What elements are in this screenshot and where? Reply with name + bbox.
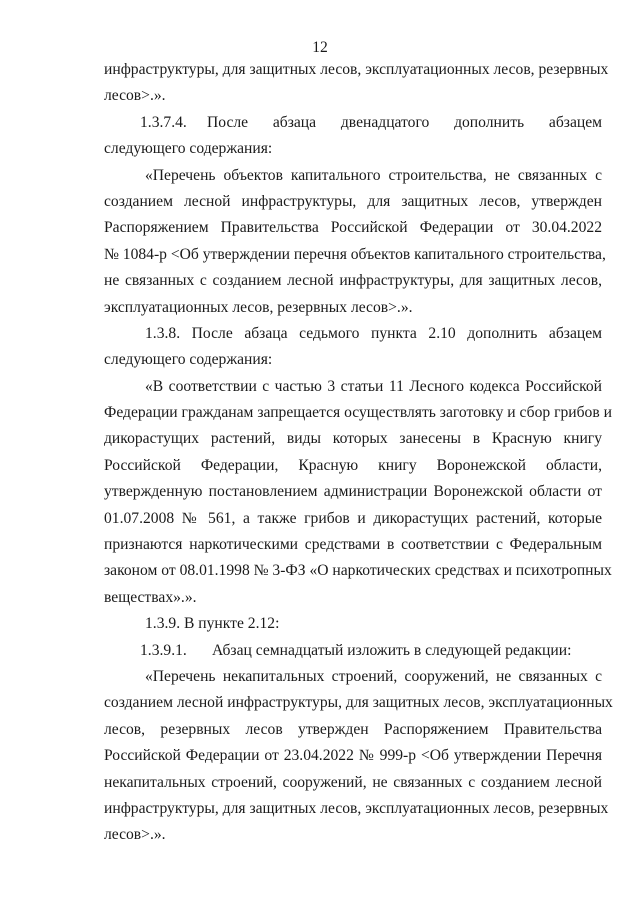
text-line: инфраструктуры, для защитных лесов, эксплуатационных лесов, резервных [104, 61, 609, 78]
text-line: Федерации гражданам запрещается осуществлять заготовку и сбор грибов и [104, 404, 612, 422]
text-line: законом от 08.01.1998 № 3-ФЗ «О наркотических средствах и психотропных [104, 562, 612, 580]
text-line: После абзаца двенадцатого дополнить абзацем [207, 113, 602, 131]
text-line: некапитальных строений, сооружений, не связанных с созданием лесной [104, 773, 602, 791]
text-line: Российской Федерации от 23.04.2022 № 999-р <Об утверждении Перечня [104, 747, 602, 765]
paragraph [104, 664, 613, 849]
text-line: дикорастущих растений, виды которых занесены в Красную книгу [104, 430, 602, 448]
text-line: «Перечень объектов капитального строительства, не связанных с [145, 166, 602, 184]
text-line: Абзац семнадцатый изложить в следующей редакции: [212, 641, 572, 659]
text-line: созданием лесной инфраструктуры, для защитных лесов, эксплуатационных [104, 694, 613, 712]
text-line: лесов, резервных лесов утвержден Распоряжением Правительства [104, 720, 602, 738]
text-line: инфраструктуры, для защитных лесов, эксплуатационных лесов, резервных [104, 799, 609, 817]
text-line: 1.3.8. После абзаца седьмого пункта 2.10 дополнить абзацем [145, 324, 602, 342]
text-line: эксплуатационных лесов, резервных лесов>.». [104, 298, 413, 316]
paragraph [104, 374, 612, 612]
page-number: 12 [312, 39, 328, 56]
numbered-line [104, 638, 602, 664]
text-line: № 1084-р <Об утверждении перечня объектов капитального строительства, [104, 245, 606, 263]
text-line: не связанных с созданием лесной инфраструктуры, для защитных лесов, [104, 272, 602, 290]
text-line: следующего содержания: [104, 140, 273, 158]
paragraph [104, 611, 602, 637]
numbered-line [104, 110, 602, 136]
text-line: утвержденную постановлением администрации Воронежской области от [104, 483, 602, 501]
text-line: следующего содержания: [104, 351, 273, 369]
text-line: признаются наркотическими средствами в соответствии с Федеральным [104, 536, 602, 554]
text-line: «В соответствии с частью 3 статьи 11 Лесного кодекса Российской [145, 377, 602, 395]
text-line: 01.07.2008 № 561, а также грибов и дикорастущих растений, которые [104, 509, 602, 527]
paragraph [104, 638, 602, 664]
text-line: веществах».». [104, 588, 197, 606]
text-line: лесов>.». [104, 87, 166, 105]
paragraph [104, 57, 609, 110]
text-line: 1.3.9. В пункте 2.12: [145, 615, 280, 633]
text-line: лесов>.». [104, 826, 166, 844]
paragraph [104, 110, 602, 163]
paragraph [104, 321, 602, 374]
text-line: «Перечень некапитальных строений, сооружений, не связанных с [145, 667, 602, 685]
text-line: Российской Федерации, Красную книгу Воронежской области, [104, 456, 602, 474]
clause-number: 1.3.7.4. [140, 113, 187, 131]
text-line: Распоряжением Правительства Российской Федерации от 30.04.2022 [104, 219, 602, 237]
document-body [104, 57, 613, 849]
text-line: созданием лесной инфраструктуры, для защитных лесов, утвержден [104, 192, 602, 210]
clause-number: 1.3.9.1. [140, 641, 187, 659]
paragraph [104, 163, 606, 321]
